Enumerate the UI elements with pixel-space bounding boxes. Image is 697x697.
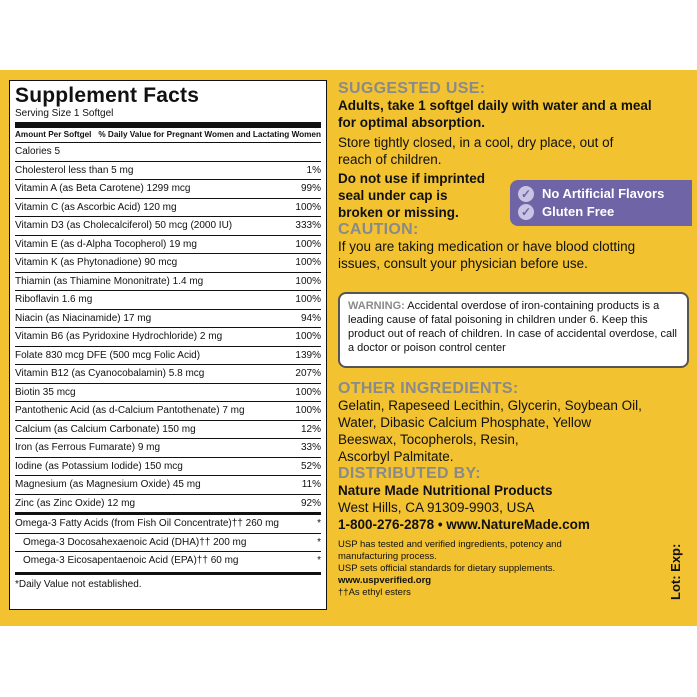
- facts-row: [15, 291, 321, 310]
- nutrient-name: Omega-3 Eicosapentaenoic Acid (EPA)†† 60 mg: [23, 555, 239, 566]
- nutrient-dv: 100%: [295, 331, 321, 342]
- nutrient-name: Thiamin (as Thiamine Mononitrate) 1.4 mg: [15, 275, 204, 287]
- facts-row: [15, 552, 321, 570]
- nutrient-dv: 333%: [295, 220, 321, 231]
- other-heading: OTHER INGREDIENTS:: [338, 380, 519, 397]
- free-from-badge: [510, 180, 692, 226]
- badge-line1: [518, 185, 684, 203]
- nutrient-dv: 1%: [306, 164, 321, 176]
- badge-line2: [518, 203, 684, 221]
- suggested-line1: Adults, take 1 softgel daily with water and a meal: [338, 98, 652, 113]
- amount-header: Amount Per Softgel: [15, 130, 92, 139]
- nutrient-dv: 94%: [300, 312, 321, 324]
- nutrient-rows: [15, 143, 321, 512]
- facts-row: [15, 515, 321, 534]
- address: West Hills, CA 91309-9903, USA: [338, 500, 535, 515]
- other-line1: Gelatin, Rapeseed Lecithin, Glycerin, Soybean Oil,: [338, 398, 642, 413]
- check-icon: ✓: [518, 204, 534, 220]
- suggested-line2: for optimal absorption.: [338, 115, 485, 130]
- warning-label: WARNING:: [348, 300, 405, 312]
- nutrient-dv: 11%: [301, 479, 321, 490]
- facts-row: [15, 217, 321, 236]
- seal-line2: seal under cap is: [338, 188, 448, 203]
- nutrient-name: Vitamin E (as d-Alpha Tocopherol) 19 mg: [15, 238, 197, 250]
- facts-row: [15, 458, 321, 477]
- caution-line1: If you are taking medication or have blood clotting: [338, 239, 636, 254]
- usp-line1: USP has tested and verified ingredients, potency and: [338, 539, 562, 550]
- nutrient-name: Vitamin C (as Ascorbic Acid) 120 mg: [15, 201, 177, 213]
- nutrient-name: Vitamin B6 (as Pyridoxine Hydrochloride) 2 mg: [15, 331, 223, 342]
- nutrient-name: Folate 830 mcg DFE (500 mcg Folic Acid): [15, 349, 201, 361]
- supplement-facts-panel: [9, 80, 327, 610]
- company: Nature Made Nutritional Products: [338, 483, 553, 498]
- check-icon: ✓: [518, 186, 534, 202]
- badge-item2: Gluten Free: [542, 204, 615, 219]
- seal-line3: broken or missing.: [338, 205, 459, 220]
- nutrient-name: Vitamin B12 (as Cyanocobalamin) 5.8 mcg: [15, 368, 205, 379]
- nutrient-name: Omega-3 Docosahexaenoic Acid (DHA)†† 200 mg: [23, 536, 247, 548]
- nutrient-dv: *: [317, 518, 321, 529]
- nutrient-name: Calcium (as Calcium Carbonate) 150 mg: [15, 423, 196, 435]
- warning-text: Accidental overdose of iron-containing products is a leading cause of fatal poisoning in children under 6. Keep this product out of reach of children. In case of accidental overdose, call a doctor or poison control center: [348, 300, 677, 354]
- nutrient-dv: 33%: [300, 442, 321, 453]
- nutrient-dv: 100%: [295, 257, 321, 268]
- nutrient-dv: *: [317, 555, 321, 566]
- suggested-heading: SUGGESTED USE:: [338, 80, 486, 97]
- badge-item1: No Artificial Flavors: [542, 186, 665, 201]
- facts-row: [15, 365, 321, 384]
- distributed-heading: DISTRIBUTED BY:: [338, 465, 481, 482]
- other-line2: Water, Dibasic Calcium Phosphate, Yellow: [338, 415, 592, 430]
- nutrient-name: Zinc (as Zinc Oxide) 12 mg: [15, 497, 136, 509]
- nutrient-dv: 100%: [295, 238, 321, 250]
- nutrient-dv: 100%: [295, 294, 321, 305]
- nutrient-name: Pantothenic Acid (as d-Calcium Pantothenate) 7 mg: [15, 405, 245, 416]
- serving-size: Serving Size 1 Softgel: [15, 108, 114, 119]
- nutrient-name: Magnesium (as Magnesium Oxide) 45 mg: [15, 479, 201, 490]
- nutrient-dv: 52%: [300, 460, 321, 472]
- ethyl-footnote: ††As ethyl esters: [338, 587, 411, 598]
- usp-block: [338, 539, 690, 599]
- nutrient-dv: 100%: [295, 275, 321, 287]
- nutrient-name: Vitamin A (as Beta Carotene) 1299 mcg: [15, 183, 191, 194]
- facts-row: [15, 476, 321, 495]
- nutrient-name: Vitamin K (as Phytonadione) 90 mcg: [15, 257, 178, 268]
- nutrient-dv: 207%: [295, 368, 321, 379]
- nutrient-name: Niacin (as Niacinamide) 17 mg: [15, 312, 152, 324]
- nutrient-name: Vitamin D3 (as Cholecalciferol) 50 mcg (2000 IU): [15, 220, 233, 231]
- facts-row: [15, 162, 321, 181]
- warning-box: [338, 292, 689, 368]
- facts-row: [15, 439, 321, 458]
- usp-url[interactable]: www.uspverified.org: [338, 575, 432, 586]
- facts-header-row: [15, 128, 321, 143]
- dv-header: % Daily Value for Pregnant Women and Lactating Women: [98, 130, 321, 139]
- nutrient-dv: 12%: [300, 423, 321, 435]
- caution-line2: issues, consult your physician before use.: [338, 256, 588, 271]
- facts-row: [15, 534, 321, 553]
- seal-line1: Do not use if imprinted: [338, 171, 485, 186]
- facts-row: [15, 384, 321, 403]
- nutrient-dv: 100%: [295, 201, 321, 213]
- usp-line2: manufacturing process.: [338, 551, 437, 562]
- facts-row: [15, 402, 321, 421]
- lot-exp: Lot: Exp:: [668, 543, 683, 600]
- nutrient-name: Omega-3 Fatty Acids (from Fish Oil Concentrate)†† 260 mg: [15, 518, 279, 529]
- store-line2: reach of children.: [338, 152, 442, 167]
- facts-title: Supplement Facts: [15, 84, 200, 107]
- contact: 1-800-276-2878 • www.NatureMade.com: [338, 517, 590, 532]
- facts-row: [15, 236, 321, 255]
- omega-rows: [15, 515, 321, 570]
- other-line4: Ascorbyl Palmitate.: [338, 449, 454, 464]
- facts-row: [15, 310, 321, 329]
- nutrient-dv: 92%: [300, 497, 321, 509]
- nutrient-name: Iron (as Ferrous Fumarate) 9 mg: [15, 442, 161, 453]
- facts-row: [15, 421, 321, 440]
- facts-row: [15, 347, 321, 366]
- nutrient-dv: 100%: [295, 405, 321, 416]
- nutrient-dv: 139%: [295, 349, 321, 361]
- store-line1: Store tightly closed, in a cool, dry place, out of: [338, 135, 614, 150]
- other-line3: Beeswax, Tocopherols, Resin,: [338, 432, 519, 447]
- dv-note: *Daily Value not established.: [15, 572, 321, 592]
- facts-row: [15, 180, 321, 199]
- facts-row: [15, 495, 321, 513]
- nutrient-name: Cholesterol less than 5 mg: [15, 164, 134, 176]
- nutrient-name: Riboflavin 1.6 mg: [15, 294, 93, 305]
- nutrient-dv: 99%: [300, 183, 321, 194]
- facts-row: [15, 199, 321, 218]
- nutrient-name: Calories 5: [15, 146, 61, 157]
- facts-row: [15, 273, 321, 292]
- caution-heading: CAUTION:: [338, 221, 419, 238]
- usp-line3: USP sets official standards for dietary supplements.: [338, 563, 556, 574]
- nutrient-name: Biotin 35 mcg: [15, 386, 76, 398]
- nutrient-dv: 100%: [295, 386, 321, 398]
- nutrient-name: Iodine (as Potassium Iodide) 150 mcg: [15, 460, 183, 472]
- facts-row: [15, 328, 321, 347]
- nutrient-dv: *: [317, 536, 321, 548]
- facts-row: [15, 143, 321, 162]
- facts-row: [15, 254, 321, 273]
